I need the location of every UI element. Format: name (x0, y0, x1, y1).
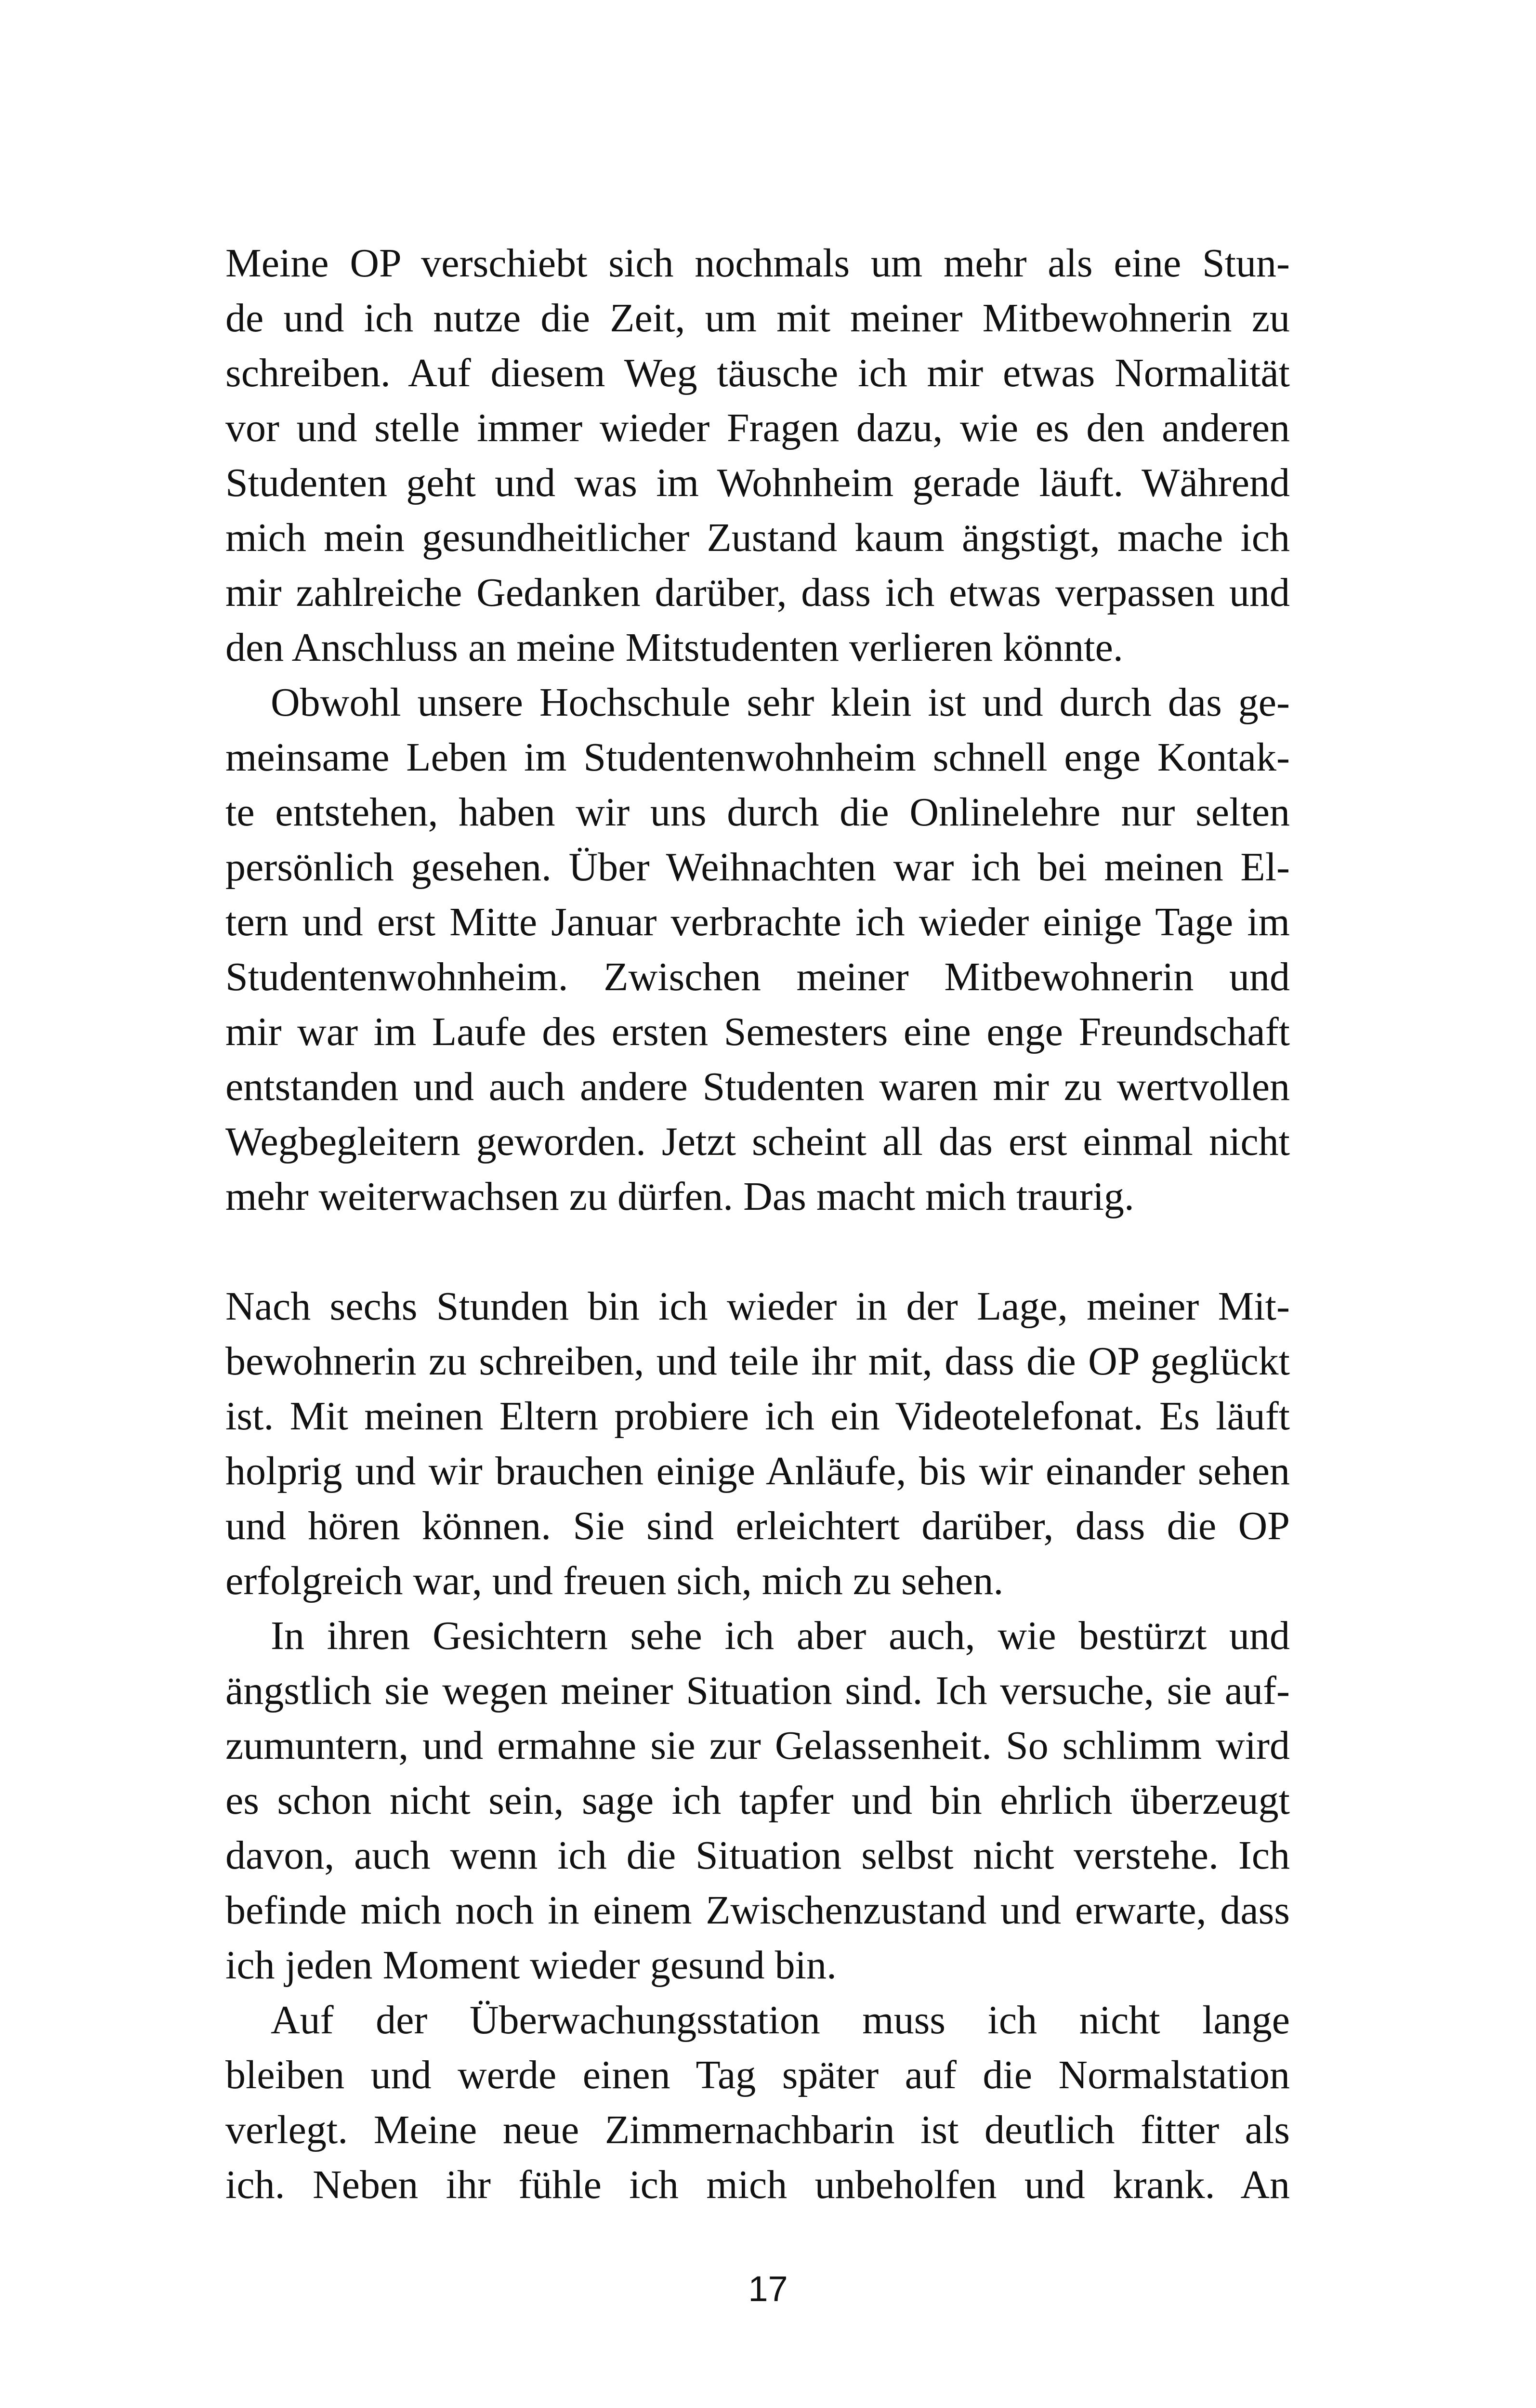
paragraph (225, 1279, 1290, 1609)
text-line: mir war im Laufe des ersten Semesters eine enge Freundschaft (225, 1009, 1290, 1054)
text-line: ich jeden Moment wieder gesund bin. (225, 1943, 837, 1988)
text-line: verlegt. Meine neue Zimmernachbarin ist deutlich fitter als (225, 2107, 1290, 2152)
body-text (225, 236, 1290, 2212)
text-line: mir zahlreiche Gedanken darüber, dass ich etwas verpassen und (225, 570, 1290, 615)
text-line: de und ich nutze die Zeit, um mit meiner Mitbewohnerin zu (225, 296, 1290, 340)
text-line: Meine OP verschiebt sich nochmals um mehr als eine Stun- (225, 241, 1290, 286)
section-break (225, 1224, 1290, 1279)
text-line: Studentenwohnheim. Zwischen meiner Mitbewohnerin und (225, 955, 1290, 999)
text-line: erfolgreich war, und freuen sich, mich zu sehen. (225, 1558, 1004, 1603)
text-line: es schon nicht sein, sage ich tapfer und bin ehrlich überzeugt (225, 1778, 1290, 1823)
text-line: den Anschluss an meine Mitstudenten verlieren könnte. (225, 625, 1123, 670)
text-line: Obwohl unsere Hochschule sehr klein ist und durch das ge- (271, 680, 1290, 725)
text-line: und hören können. Sie sind erleichtert darüber, dass die OP (225, 1504, 1290, 1548)
text-line: meinsame Leben im Studentenwohnheim schnell enge Kontak- (225, 735, 1290, 780)
paragraph (225, 1993, 1290, 2212)
paragraph (225, 236, 1290, 675)
paragraph (225, 1609, 1290, 1993)
text-line: ich. Neben ihr fühle ich mich unbeholfen und krank. An (225, 2162, 1290, 2207)
text-line: vor und stelle immer wieder Fragen dazu, wie es den anderen (225, 406, 1290, 450)
text-line: mehr weiterwachsen zu dürfen. Das macht mich traurig. (225, 1174, 1134, 1219)
text-line: bewohnerin zu schreiben, und teile ihr mit, dass die OP geglückt (225, 1339, 1290, 1384)
text-line: holprig und wir brauchen einige Anläufe, bis wir einander sehen (225, 1449, 1290, 1493)
text-line: davon, auch wenn ich die Situation selbst nicht verstehe. Ich (225, 1833, 1290, 1878)
text-line: zumuntern, und ermahne sie zur Gelassenheit. So schlimm wird (225, 1723, 1290, 1768)
text-line: befinde mich noch in einem Zwischenzustand und erwarte, dass (225, 1888, 1290, 1933)
text-line: ist. Mit meinen Eltern probiere ich ein Videotelefonat. Es läuft (225, 1394, 1290, 1439)
text-line: Nach sechs Stunden bin ich wieder in der Lage, meiner Mit- (225, 1284, 1290, 1329)
text-line: Studenten geht und was im Wohnheim gerade läuft. Während (225, 460, 1290, 505)
text-line: Wegbegleitern geworden. Jetzt scheint all das erst einmal nicht (225, 1119, 1290, 1164)
text-line: mich mein gesundheitlicher Zustand kaum ängstigt, mache ich (225, 515, 1290, 560)
text-line: te entstehen, haben wir uns durch die Onlinelehre nur selten (225, 790, 1290, 835)
text-line: schreiben. Auf diesem Weg täusche ich mir etwas Normalität (225, 351, 1290, 395)
text-line: tern und erst Mitte Januar verbrachte ich wieder einige Tage im (225, 900, 1290, 944)
text-line: Auf der Überwachungsstation muss ich nicht lange (271, 1998, 1290, 2042)
text-line: persönlich gesehen. Über Weihnachten war ich bei meinen El- (225, 845, 1290, 890)
text-line: entstanden und auch andere Studenten waren mir zu wertvollen (225, 1064, 1290, 1109)
text-line: ängstlich sie wegen meiner Situation sind. Ich versuche, sie auf- (225, 1668, 1290, 1713)
page-number: 17 (748, 2269, 788, 2309)
paragraph (225, 675, 1290, 1224)
text-line: In ihren Gesichtern sehe ich aber auch, wie bestürzt und (271, 1613, 1290, 1658)
text-line: bleiben und werde einen Tag später auf die Normalstation (225, 2053, 1290, 2097)
